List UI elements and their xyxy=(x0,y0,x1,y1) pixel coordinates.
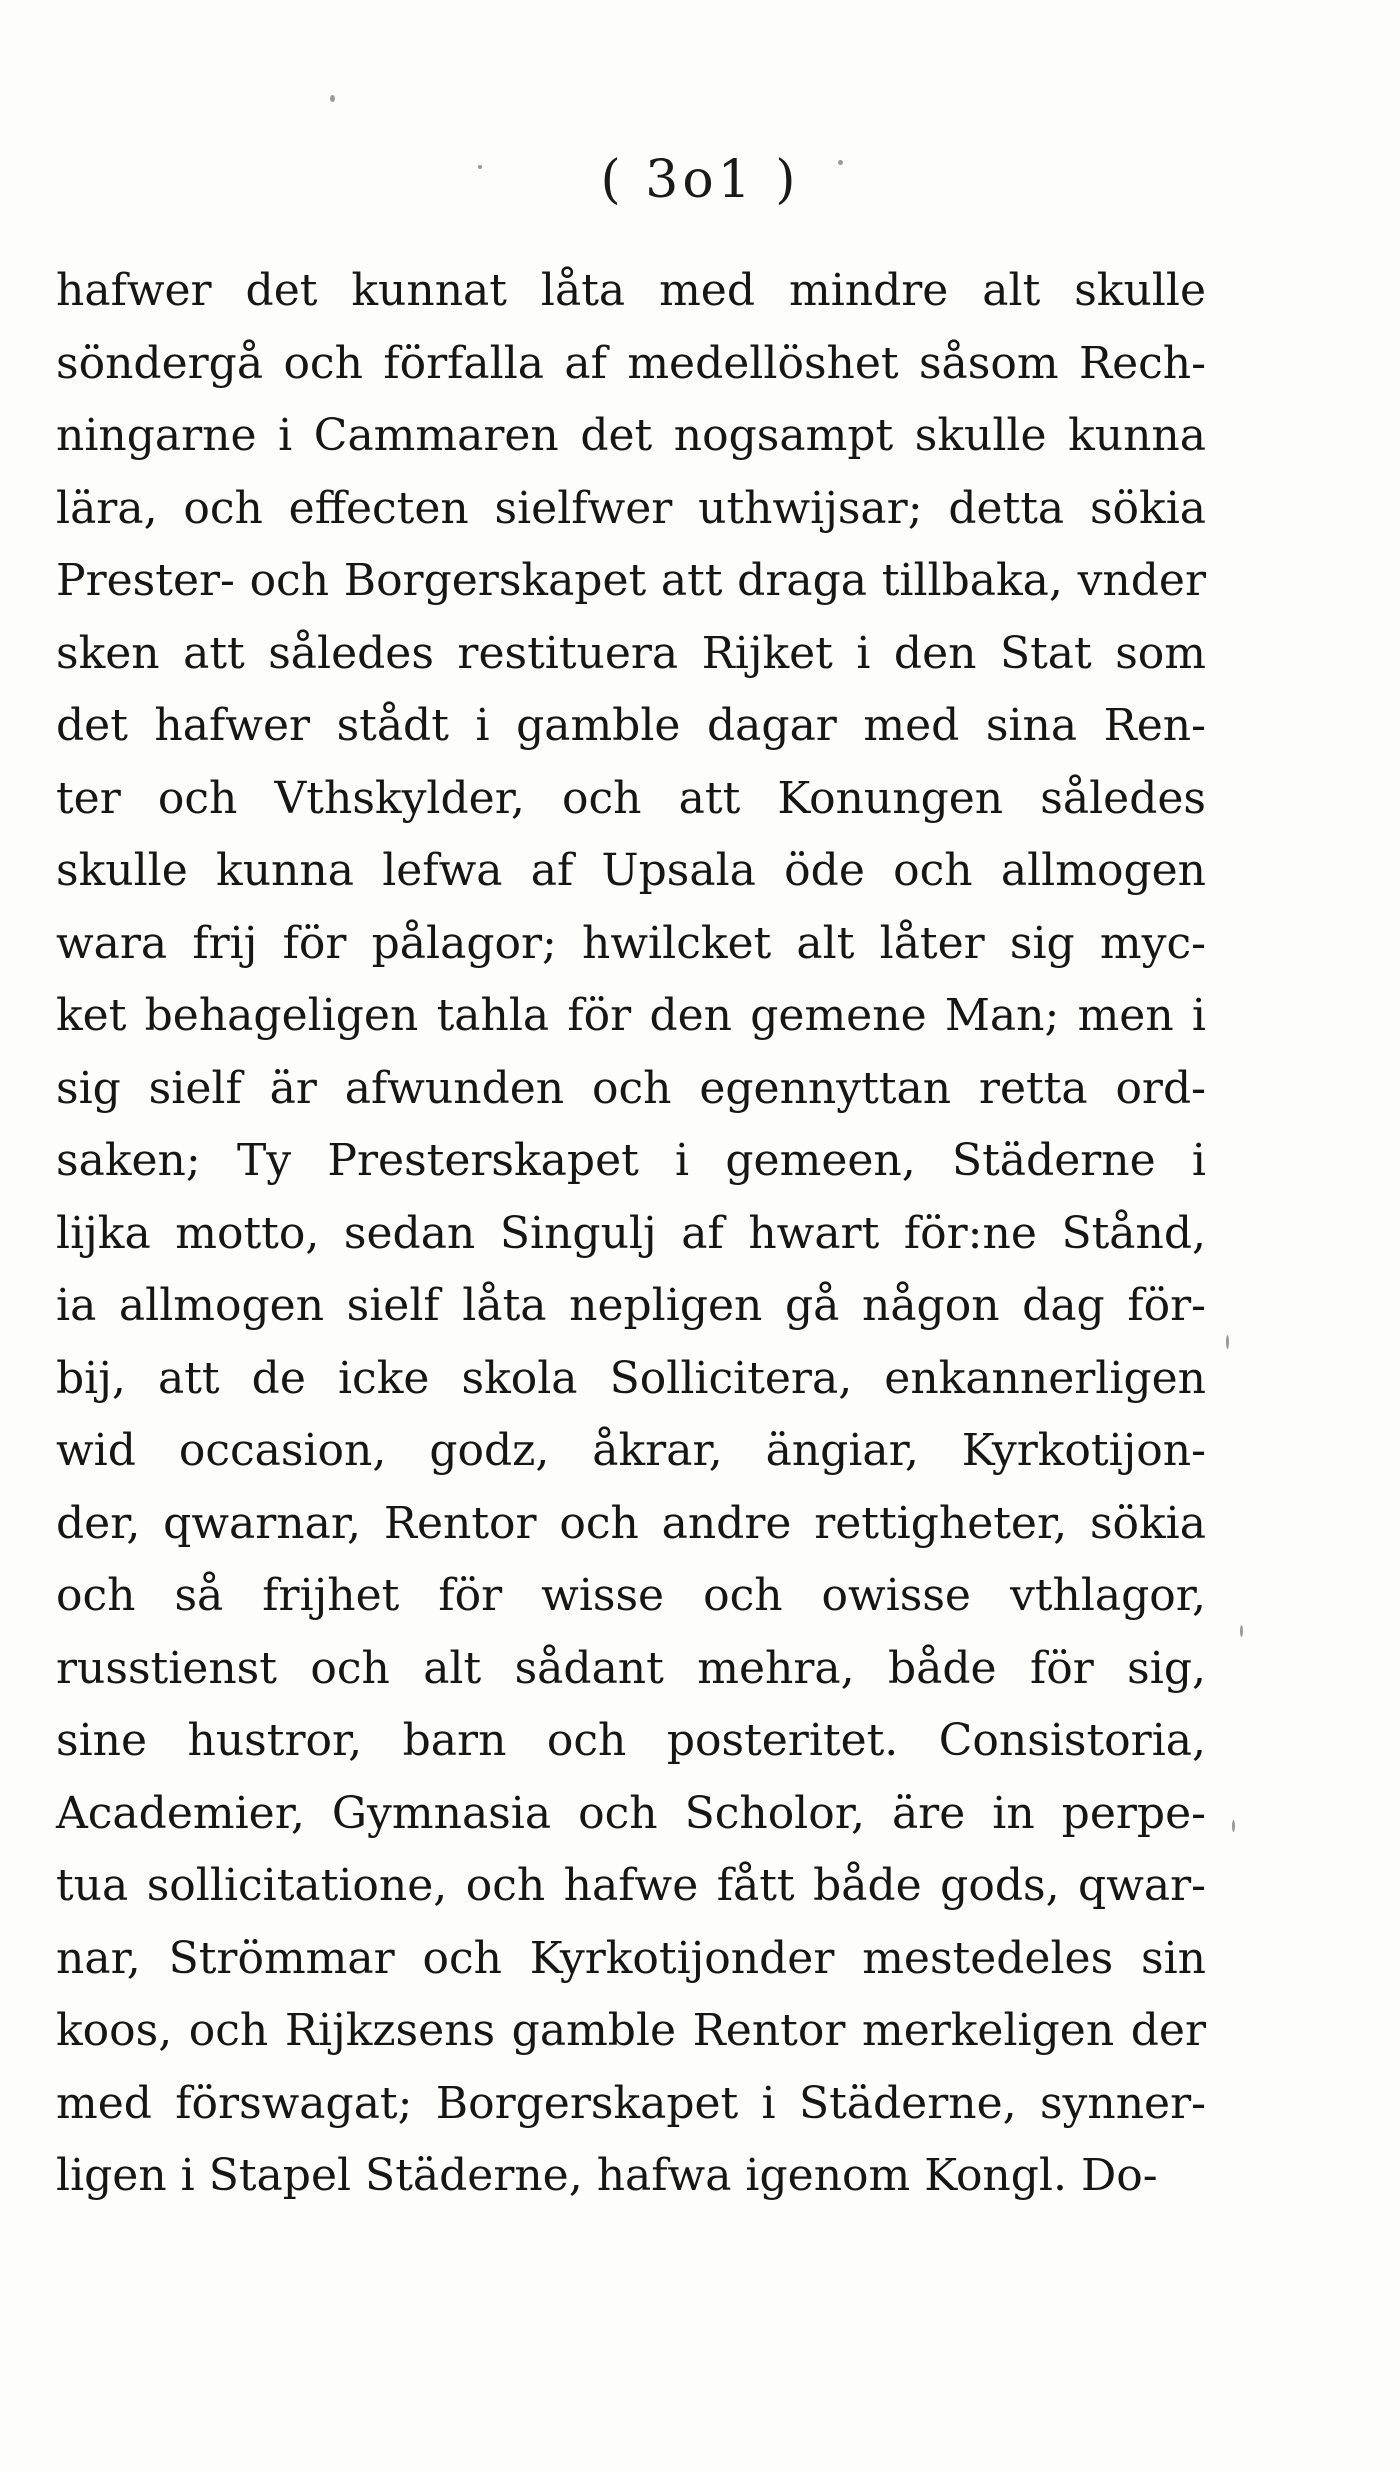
text-line: skulle kunna lefwa af Upsala öde och allmogen xyxy=(56,845,1206,896)
text-line: wid occasion, godz, åkrar, ängiar, Kyrkotijon- xyxy=(56,1425,1206,1476)
scan-speck xyxy=(330,95,335,102)
text-line: sken att således restituera Rijket i den Stat som xyxy=(56,627,1206,679)
text-line: Academier, Gymnasia och Scholor, äre in perpe- xyxy=(56,1787,1206,1839)
body-text xyxy=(56,255,1206,2213)
text-line: koos, och Rijkzsens gamble Rentor merkeligen der xyxy=(56,2005,1206,2056)
text-line: det hafwer stådt i gamble dagar med sina Ren- xyxy=(56,700,1206,751)
text-line: Prester- och Borgerskapet att draga tillbaka, vnder xyxy=(56,555,1206,606)
text-line: ligen i Stapel Städerne, hafwa igenom Kongl. Do- xyxy=(56,2150,1158,2201)
text-line: wara frij för pålagor; hwilcket alt låter sig myc- xyxy=(56,917,1206,969)
text-line: ia allmogen sielf låta nepligen gå någon dag för- xyxy=(56,1280,1206,1331)
text-line: sig sielf är afwunden och egennyttan retta ord- xyxy=(56,1062,1206,1114)
text-line: lijka motto, sedan Singulj af hwart för:ne Stånd, xyxy=(56,1207,1206,1259)
text-line: der, qwarnar, Rentor och andre rettigheter, sökia xyxy=(56,1497,1206,1549)
scan-speck xyxy=(1240,1625,1243,1637)
text-line: och så frijhet för wisse och owisse vthlagor, xyxy=(56,1570,1206,1621)
text-line: nar, Strömmar och Kyrkotijonder mestedeles sin xyxy=(56,1932,1206,1984)
text-line: ket behageligen tahla för den gemene Man; men i xyxy=(56,990,1206,1041)
scan-speck xyxy=(1226,1335,1229,1349)
page-number: ( 3o1 ) xyxy=(600,150,800,210)
scan-speck xyxy=(478,165,482,169)
text-line: ter och Vthskylder, och att Konungen således xyxy=(56,772,1206,824)
text-line: sine hustror, barn och posteritet. Consistoria, xyxy=(56,1715,1206,1766)
text-line: bij, att de icke skola Sollicitera, enkannerligen xyxy=(56,1352,1206,1404)
text-line: med förswagat; Borgerskapet i Städerne, synner- xyxy=(56,2077,1206,2129)
scan-speck xyxy=(838,160,843,165)
scan-speck xyxy=(1232,1820,1235,1832)
text-line: lära, och effecten sielfwer uthwijsar; detta sökia xyxy=(56,482,1206,534)
text-line: tua sollicitatione, och hafwe fått både gods, qwar- xyxy=(56,1860,1206,1911)
text-line: söndergå och förfalla af medellöshet såsom Rech- xyxy=(56,337,1206,389)
text-line: russtienst och alt sådant mehra, både för sig, xyxy=(56,1642,1206,1694)
text-line: hafwer det kunnat låta med mindre alt skulle xyxy=(56,265,1206,316)
text-line: ningarne i Cammaren det nogsampt skulle kunna xyxy=(56,410,1206,461)
text-line: saken; Ty Presterskapet i gemeen, Städerne i xyxy=(56,1135,1206,1186)
